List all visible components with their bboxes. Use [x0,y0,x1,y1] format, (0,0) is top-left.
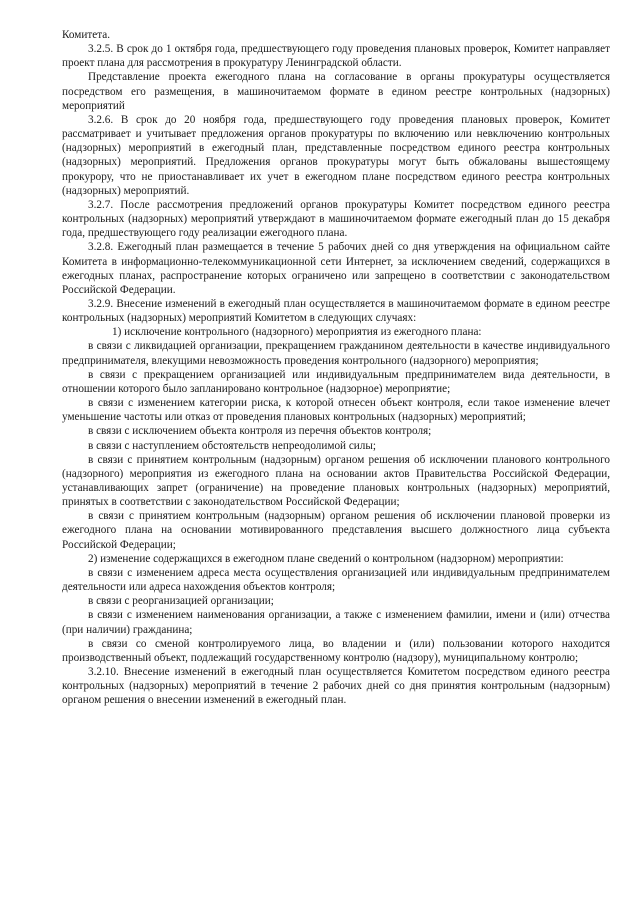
paragraph-3-2-8: 3.2.8. Ежегодный план размещается в течение 5 рабочих дней со дня утверждения на официальном сайте Комитета в информационно-телекоммуникационной сети Интернет, за исключением сведений, содержащихся в ежегодных планах, распространение которых ограничено или запрещено в соответствии с законодательством Российской Федерации. [62,241,610,296]
paragraph-1-a: в связи с ликвидацией организации, прекращением гражданином деятельности в качестве индивидуального предпринимателя, влекущими невозможность проведения контрольного (надзорного) мероприятия; [62,340,610,367]
paragraph-1-c: в связи с изменением категории риска, к которой отнесен объект контроля, если такое изменение влечет уменьшение частоты или отказ от проведения плановых контрольных (надзорных) мероприятий; [62,397,610,424]
paragraph-3-2-7: 3.2.7. После рассмотрения предложений органов прокуратуры Комитет посредством единого реестра контрольных (надзорных) мероприятий утверждают в машиночитаемом формате ежегодный план до 15 декабря года, предшествующего году реализации ежегодного плана. [62,198,610,240]
paragraph-1-g: в связи с принятием контрольным (надзорным) органом решения об исключении плановой проверки из ежегодного плана на основании мотивированного представления высшего должностного лица субъекта Российской Федерации; [62,510,610,551]
paragraph-1-d: в связи с исключением объекта контроля из перечня объектов контроля; [88,425,432,438]
paragraph-item-2: 2) изменение содержащихся в ежегодном плане сведений о контрольном (надзорном) мероприятии: [88,552,564,565]
paragraph-2-d: в связи со сменой контролируемого лица, во владении и (или) пользовании которого находится производственный объект, подлежащий государственному контролю (надзору), муниципальному контролю; [62,637,610,664]
paragraph-2-a: в связи с изменением адреса места осуществления организацией или индивидуальным предпринимателем деятельности или адреса нахождения объектов контроля; [62,566,610,594]
paragraph-3-2-6: 3.2.6. В срок до 20 ноября года, предшествующего году проведения плановых проверок, Комитет рассматривает и учитывает предложения органов прокуратуры по включению или невключению контрольных (надзорных) мероприятий в ежегодный план, представленные посредством единого реестра контрольных (надзорных) мероприятий. Предложения органов прокуратуры могут быть обжалованы вышестоящему прокурору, что не приостанавливает их учет в ежегодном плане посредством единого реестра контрольных (надзорных) мероприятий. [62,113,610,197]
paragraph-2-c: в связи с изменением наименования организации, а также с изменением фамилии, имени и (или) отчества (при наличии) гражданина; [62,609,610,636]
paragraph-item-1: 1) исключение контрольного (надзорного) мероприятия из ежегодного плана: [112,326,482,339]
paragraph-1-b: в связи с прекращением организацией или индивидуальным предпринимателем вида деятельности, в отношении которого было запланировано контрольное (надзорное) мероприятие; [62,368,610,395]
document-page [62,28,610,708]
paragraph-3-2-5: 3.2.5. В срок до 1 октября года, предшествующего году проведения плановых проверок, Комитет направляет проект плана для рассмотрения в прокуратуру Ленинградской области. [62,43,610,70]
paragraph-1-e: в связи с наступлением обстоятельств непреодолимой силы; [88,439,376,452]
paragraph-3-2-10: 3.2.10. Внесение изменений в ежегодный план осуществляется Комитетом посредством единого реестра контрольных (надзорных) мероприятий в течение 2 рабочих дней со дня принятия контрольным (надзорным) органом решения о внесении изменений в ежегодный план. [62,666,610,707]
paragraph-3-2-5-b: Представление проекта ежегодного плана на согласование в органы прокуратуры осуществляется посредством его размещения, в машиночитаемом формате в едином реестре контрольных (надзорных) мероприятий [62,71,610,112]
paragraph-1-f: в связи с принятием контрольным (надзорным) органом решения об исключении планового контрольного (надзорного) мероприятия из ежегодного плана на основании актов Правительства Российской Федерации, устанавливающих запрет (ограничение) на проведение плановых контрольных (надзорных) мероприятий, принятых в соответствии с законодательством Российской Федерации; [62,453,610,509]
paragraph-3-2-9: 3.2.9. Внесение изменений в ежегодный план осуществляется в машиночитаемом формате в едином реестре контрольных (надзорных) мероприятий Комитетом в следующих случаях: [62,297,610,325]
paragraph-cont: Комитета. [62,29,110,41]
paragraph-2-b: в связи с реорганизацией организации; [88,595,274,608]
